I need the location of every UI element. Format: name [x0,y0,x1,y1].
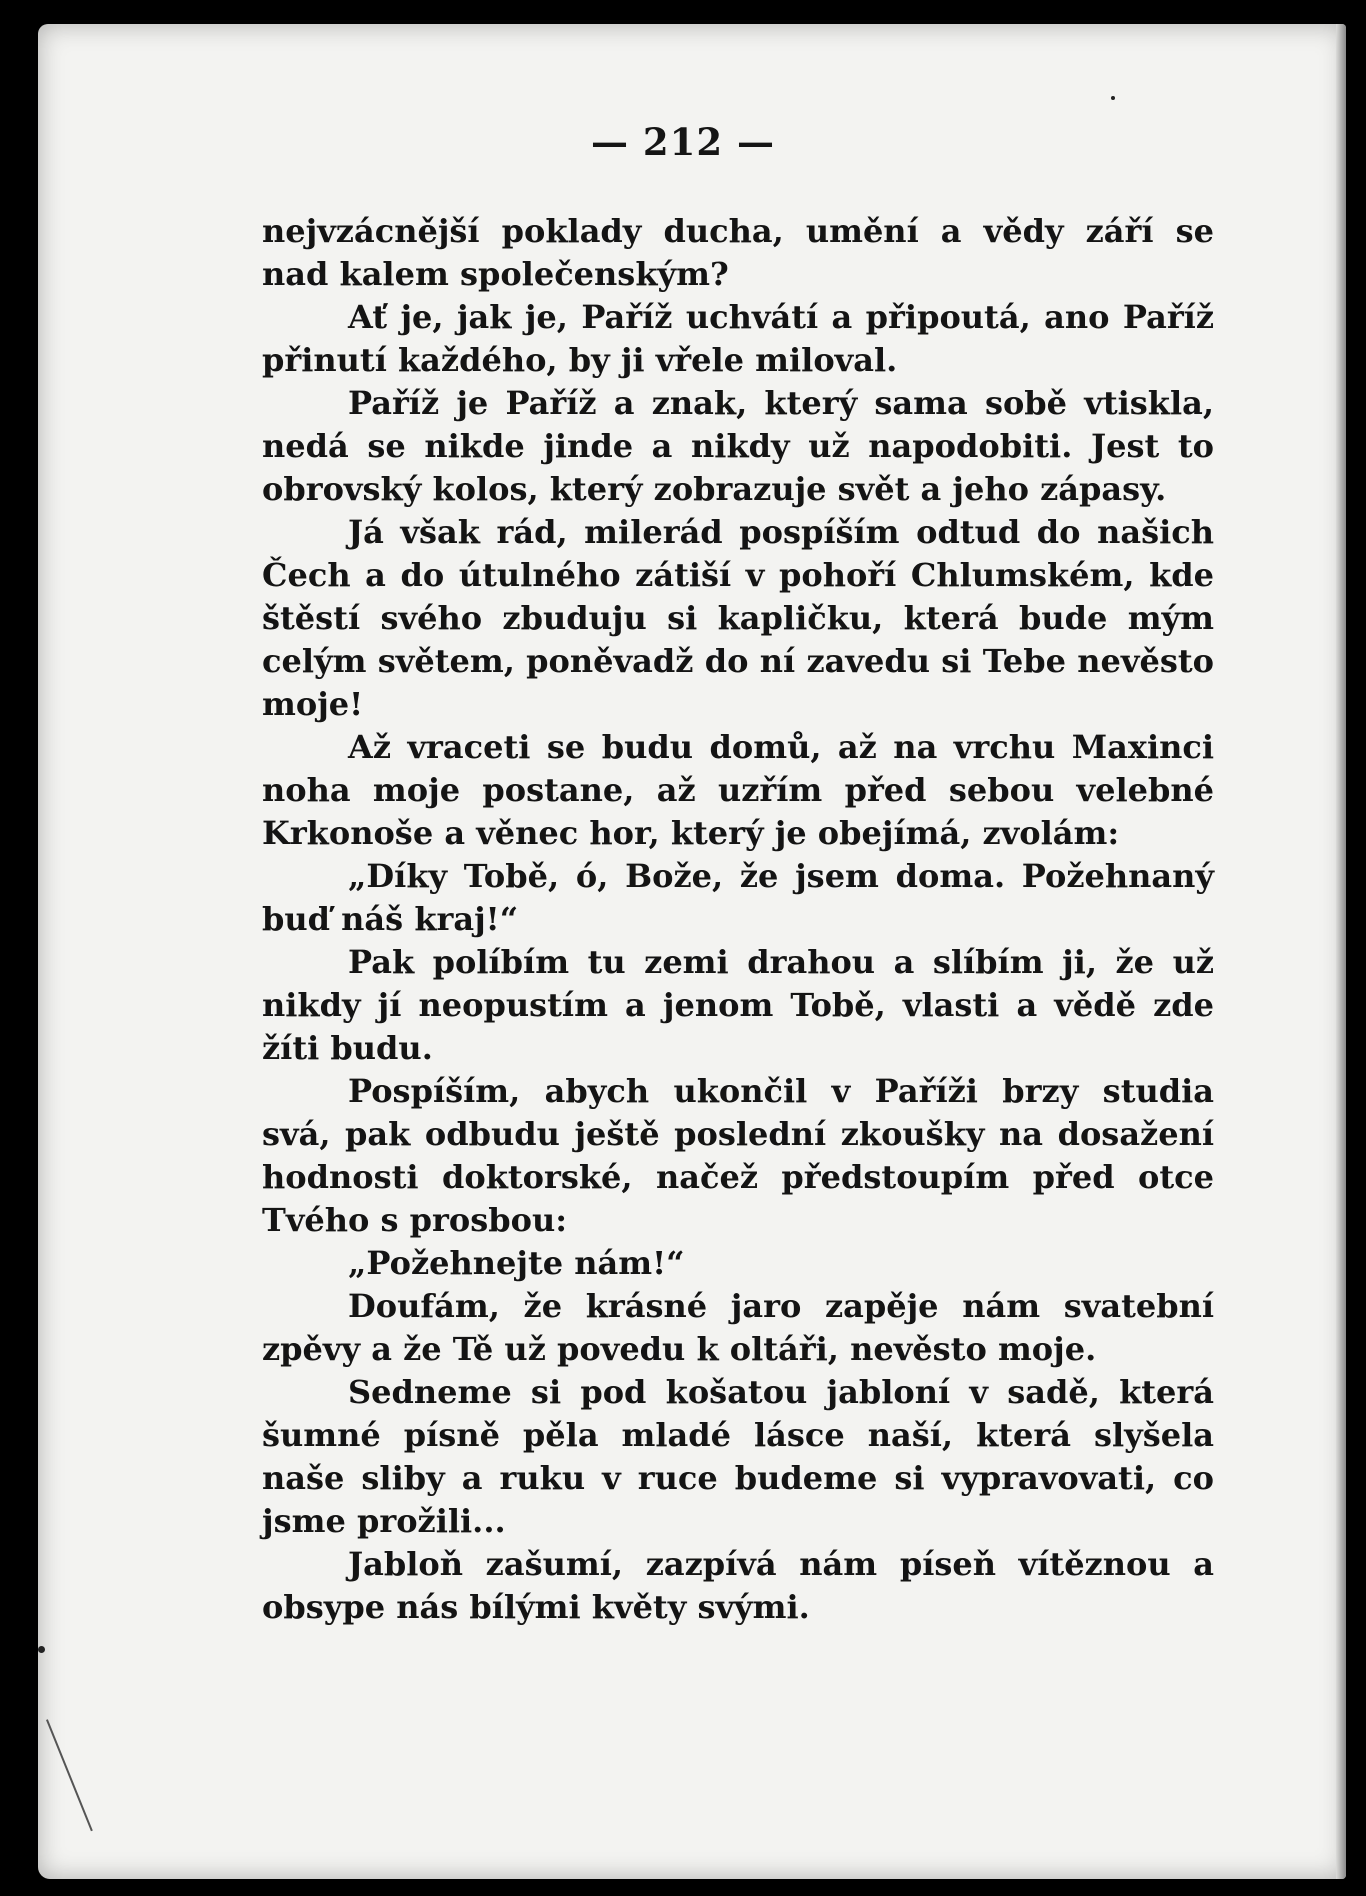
page-number: — 212 — [591,120,775,164]
paragraph-1: nejvzácnější poklady ducha, umění a vědy září se nad kalem společenským? [262,212,1214,293]
paragraph-5: Až vraceti se budu domů, až na vrchu Maxinci noha moje postane, až uzřím před sebou velebné Krkonoše a věnec hor, který je obejímá, zvolám: [262,728,1214,852]
paragraph-7: Pak políbím tu zemi drahou a slíbím ji, že už nikdy jí neopustím a jenom Tobě, vlasti a vědě zde žíti budu. [262,943,1214,1067]
paragraph-10: Doufám, že krásné jaro zapěje nám svatební zpěvy a že Tě už povedu k oltáři, nevěsto moje. [262,1287,1214,1368]
paragraph-2: Ať je, jak je, Paříž uchvátí a připoutá, ano Paříž přinutí každého, by ji vřele miloval. [262,298,1214,379]
paragraph-9: „Požehnejte nám!“ [348,1244,685,1282]
page-text [262,210,1214,1629]
paragraph-4: Já však rád, milerád pospíším odtud do našich Čech a do útulného zátiší v pohoří Chlumském, kde štěstí svého zbuduju si kapličku, která bude mým celým světem, poněvadž do ní zavedu si Tebe nevěsto moje! [262,513,1214,723]
paragraph-12: Jabloň zašumí, zazpívá nám píseň vítěznou a obsype nás bílými květy svými. [262,1545,1214,1626]
page-edge-shadow [1336,24,1346,1879]
paragraph-3: Paříž je Paříž a znak, který sama sobě vtiskla, nedá se nikde jinde a nikdy už napodobiti. Jest to obrovský kolos, který zobrazuje svět a jeho zápasy. [262,384,1214,508]
paragraph-8: Pospíším, abych ukončil v Paříži brzy studia svá, pak odbudu ještě poslední zkoušky na dosažení hodnosti doktorské, načež předstoupím před otce Tvého s prosbou: [262,1072,1214,1239]
ink-speck [38,1646,45,1653]
paragraph-11: Sedneme si pod košatou jabloní v sadě, která šumné písně pěla mladé lásce naší, která slyšela naše sliby a ruku v ruce budeme si vypravovati, co jsme prožili... [262,1373,1214,1540]
ink-speck [1111,96,1115,100]
paragraph-6: „Díky Tobě, ó, Bože, že jsem doma. Požehnaný buď náš kraj!“ [262,857,1214,938]
